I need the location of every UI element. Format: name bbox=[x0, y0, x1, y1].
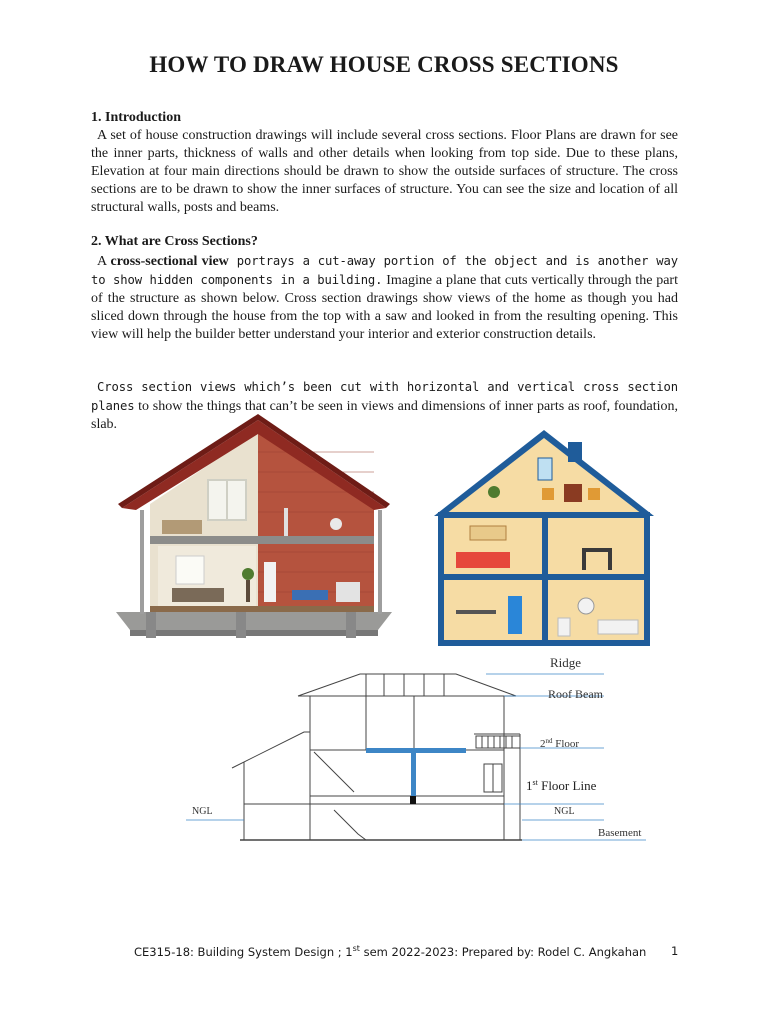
views-rest: to show the things that can’t be seen in views and dimensions of inner parts as roof, foundation, slab. bbox=[91, 399, 678, 432]
cartoon-house-illustration bbox=[432, 428, 656, 646]
cross-section-mono-text: portrays a cut-away portion of the object and is another way to show hidden components in a building. bbox=[91, 254, 678, 287]
cross-section-term: cross-sectional view bbox=[110, 254, 229, 269]
views-mono-text: Cross section views which’s been cut with horizontal and vertical cross section planes bbox=[91, 380, 678, 413]
cross-section-prefix: A bbox=[97, 254, 111, 269]
section-heading-cross-sections: 2. What are Cross Sections? bbox=[91, 234, 258, 249]
cross-section-rest: Imagine a plane that cuts vertically through the part of the structure as shown below. Cross section drawings show views of the home as though you had sliced down through the house from the top with a saw and looked in from the resulting opening. This view will help the builder better understand your interior and exterior construction details. bbox=[91, 273, 678, 342]
label-roof-beam: Roof Beam bbox=[548, 687, 603, 701]
introduction-paragraph: A set of house construction drawings will include several cross sections. Floor Plans are drawn for see the inner parts, thickness of walls and other details when looking from top side. Due to these plans, Elevation at four main directions should be drawn to show the outside surfaces of structure. The cross sections are to be drawn to show the inner surfaces of structure. You can see the size and location of all structural walls, posts and beams. bbox=[91, 128, 678, 215]
section-heading-introduction: 1. Introduction bbox=[91, 110, 181, 125]
label-ngl-left: NGL bbox=[192, 806, 213, 817]
page-title: HOW TO DRAW HOUSE CROSS SECTIONS bbox=[149, 52, 619, 77]
house-section-diagram bbox=[186, 652, 656, 848]
label-ngl-right: NGL bbox=[554, 806, 575, 817]
label-ridge: Ridge bbox=[550, 655, 582, 670]
label-first-floor-line: 1st Floor Line bbox=[526, 778, 597, 793]
page-number: 1 bbox=[671, 944, 679, 958]
cross-section-paragraph bbox=[91, 252, 678, 344]
label-second-floor: 2nd Floor bbox=[540, 737, 580, 750]
cutaway-house-illustration bbox=[116, 412, 392, 640]
label-basement: Basement bbox=[598, 827, 642, 839]
footer-course: CE315-18: Building System Design ; 1st sem 2022-2023: Prepared by: Rodel C. Angkahan bbox=[134, 944, 647, 959]
